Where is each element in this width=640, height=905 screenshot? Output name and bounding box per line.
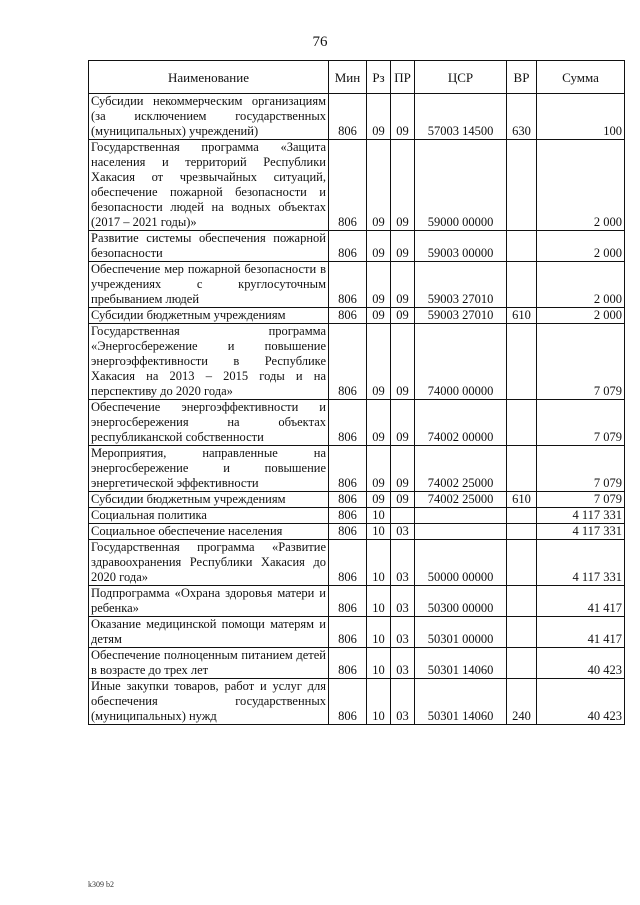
row-rz: 10: [367, 508, 391, 524]
row-name: Государственная программа «Энергосбережение и повышение энергоэффективности в Республике Хакасия на 2013 – 2015 годы и на перспективу до 2020 года»: [89, 324, 329, 400]
row-csr: 74002 25000: [415, 446, 507, 492]
row-min: 806: [329, 308, 367, 324]
row-csr: 74002 00000: [415, 400, 507, 446]
row-rz: 09: [367, 400, 391, 446]
row-min: 806: [329, 540, 367, 586]
row-rz: 10: [367, 586, 391, 617]
row-pr: [391, 508, 415, 524]
row-rz: 09: [367, 231, 391, 262]
row-pr: 03: [391, 524, 415, 540]
header-rz: Рз: [367, 61, 391, 94]
row-csr: 50301 14060: [415, 679, 507, 725]
row-vr: [507, 262, 537, 308]
row-sum: 7 079: [537, 492, 625, 508]
header-row: [89, 61, 625, 94]
row-csr: 50301 14060: [415, 648, 507, 679]
row-min: 806: [329, 140, 367, 231]
row-pr: 09: [391, 400, 415, 446]
row-name: Субсидии бюджетным учреждениям: [89, 308, 329, 324]
row-sum: 2 000: [537, 140, 625, 231]
row-min: 806: [329, 508, 367, 524]
row-min: 806: [329, 492, 367, 508]
row-name: Мероприятия, направленные на энергосбережение и повышение энергетической эффективности: [89, 446, 329, 492]
header-vr: ВР: [507, 61, 537, 94]
table-row: [89, 94, 625, 140]
row-vr: [507, 540, 537, 586]
row-name: Обеспечение мер пожарной безопасности в учреждениях с круглосуточным пребыванием людей: [89, 262, 329, 308]
row-sum: 4 117 331: [537, 524, 625, 540]
row-min: 806: [329, 231, 367, 262]
row-vr: [507, 400, 537, 446]
table-row: [89, 679, 625, 725]
row-pr: 09: [391, 492, 415, 508]
row-sum: 7 079: [537, 324, 625, 400]
row-sum: 4 117 331: [537, 508, 625, 524]
row-csr: 59003 27010: [415, 308, 507, 324]
row-sum: 41 417: [537, 617, 625, 648]
footer-code: k309 b2: [88, 880, 114, 889]
row-rz: 10: [367, 617, 391, 648]
row-name: Субсидии некоммерческим организациям (за исключением государственных (муниципальных) учреждений): [89, 94, 329, 140]
row-rz: 09: [367, 446, 391, 492]
row-csr: 74002 25000: [415, 492, 507, 508]
row-vr: [507, 648, 537, 679]
row-rz: 10: [367, 679, 391, 725]
header-pr: ПР: [391, 61, 415, 94]
row-sum: 2 000: [537, 308, 625, 324]
row-name: Оказание медицинской помощи матерям и детям: [89, 617, 329, 648]
table-row: [89, 140, 625, 231]
row-csr: 74000 00000: [415, 324, 507, 400]
row-name: Государственная программа «Защита населения и территорий Республики Хакасия от чрезвычайных ситуаций, обеспечение пожарной безопасности и безопасности людей на водных объектах (2017 – 2021 годы)»: [89, 140, 329, 231]
row-vr: [507, 324, 537, 400]
row-name: Социальная политика: [89, 508, 329, 524]
row-min: 806: [329, 262, 367, 308]
row-name: Подпрограмма «Охрана здоровья матери и ребенка»: [89, 586, 329, 617]
row-pr: 09: [391, 446, 415, 492]
row-min: 806: [329, 617, 367, 648]
row-rz: 09: [367, 492, 391, 508]
row-min: 806: [329, 524, 367, 540]
row-rz: 09: [367, 94, 391, 140]
row-min: 806: [329, 586, 367, 617]
row-min: 806: [329, 648, 367, 679]
row-csr: 59003 00000: [415, 231, 507, 262]
row-name: Обеспечение полноценным питанием детей в возрасте до трех лет: [89, 648, 329, 679]
row-vr: 240: [507, 679, 537, 725]
table-row: [89, 446, 625, 492]
header-csr: ЦСР: [415, 61, 507, 94]
row-vr: 630: [507, 94, 537, 140]
row-csr: 50300 00000: [415, 586, 507, 617]
table-row: [89, 262, 625, 308]
row-sum: 4 117 331: [537, 540, 625, 586]
row-csr: 59000 00000: [415, 140, 507, 231]
row-name: Субсидии бюджетным учреждениям: [89, 492, 329, 508]
row-name: Государственная программа «Развитие здравоохранения Республики Хакасия до 2020 года»: [89, 540, 329, 586]
row-vr: [507, 231, 537, 262]
table-row: [89, 524, 625, 540]
row-csr: 59003 27010: [415, 262, 507, 308]
row-min: 806: [329, 400, 367, 446]
row-name: Иные закупки товаров, работ и услуг для обеспечения государственных (муниципальных) нужд: [89, 679, 329, 725]
row-pr: 09: [391, 231, 415, 262]
table-row: [89, 400, 625, 446]
row-sum: 7 079: [537, 446, 625, 492]
row-pr: 09: [391, 308, 415, 324]
header-min: Мин: [329, 61, 367, 94]
row-name: Развитие системы обеспечения пожарной безопасности: [89, 231, 329, 262]
header-sum: Сумма: [537, 61, 625, 94]
row-sum: 2 000: [537, 231, 625, 262]
page-number: 76: [312, 34, 328, 50]
row-sum: 40 423: [537, 648, 625, 679]
table-row: [89, 648, 625, 679]
row-rz: 10: [367, 540, 391, 586]
table-row: [89, 617, 625, 648]
row-csr: [415, 524, 507, 540]
row-sum: 40 423: [537, 679, 625, 725]
table-row: [89, 508, 625, 524]
header-name: Наименование: [89, 61, 329, 94]
row-rz: 10: [367, 524, 391, 540]
table-row: [89, 308, 625, 324]
row-min: 806: [329, 446, 367, 492]
row-vr: [507, 508, 537, 524]
table-row: [89, 324, 625, 400]
row-vr: [507, 446, 537, 492]
row-csr: 57003 14500: [415, 94, 507, 140]
row-rz: 10: [367, 648, 391, 679]
row-sum: 100: [537, 94, 625, 140]
row-sum: 2 000: [537, 262, 625, 308]
table-row: [89, 492, 625, 508]
row-pr: 03: [391, 617, 415, 648]
row-min: 806: [329, 324, 367, 400]
row-vr: 610: [507, 308, 537, 324]
row-name: Социальное обеспечение населения: [89, 524, 329, 540]
table-row: [89, 231, 625, 262]
table-body: [89, 94, 625, 725]
row-pr: 09: [391, 94, 415, 140]
row-sum: 41 417: [537, 586, 625, 617]
row-sum: 7 079: [537, 400, 625, 446]
row-pr: 03: [391, 540, 415, 586]
table-row: [89, 540, 625, 586]
row-csr: [415, 508, 507, 524]
row-min: 806: [329, 94, 367, 140]
table-row: [89, 586, 625, 617]
row-rz: 09: [367, 324, 391, 400]
row-min: 806: [329, 679, 367, 725]
row-vr: [507, 586, 537, 617]
row-pr: 03: [391, 648, 415, 679]
row-vr: [507, 524, 537, 540]
budget-table: [88, 60, 625, 725]
row-vr: 610: [507, 492, 537, 508]
row-rz: 09: [367, 262, 391, 308]
row-vr: [507, 140, 537, 231]
row-csr: 50000 00000: [415, 540, 507, 586]
row-rz: 09: [367, 308, 391, 324]
row-name: Обеспечение энергоэффективности и энергосбережения на объектах республиканской собственности: [89, 400, 329, 446]
row-vr: [507, 617, 537, 648]
row-pr: 09: [391, 262, 415, 308]
row-pr: 03: [391, 679, 415, 725]
row-pr: 09: [391, 140, 415, 231]
row-pr: 03: [391, 586, 415, 617]
row-pr: 09: [391, 324, 415, 400]
row-rz: 09: [367, 140, 391, 231]
row-csr: 50301 00000: [415, 617, 507, 648]
